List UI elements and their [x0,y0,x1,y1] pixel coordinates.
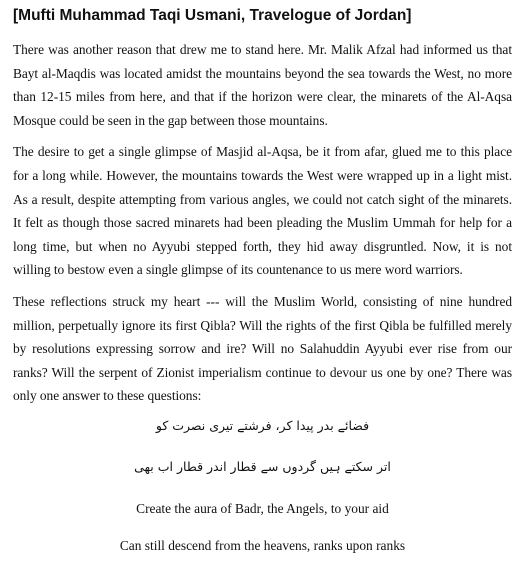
paragraph-3: These reflections struck my heart --- will the Muslim World, consisting of nine hundred million, perpetually ignore its first Qibla? Will the rights of the first Qibla be fulfilled merely by resolutions expressing sorrow and ire? Will no Salahuddin Ayyubi ever rise from our ranks? Will the serpent of Zionist imperialism continue to devour us one by one? There was only one answer to these questions: [13,293,512,404]
paragraph-1: There was another reason that drew me to stand here. Mr. Malik Afzal had informed us that Bayt al-Maqdis was located amidst the mountains beyond the sea towards the West, no more than 12-15 miles from here, and that if the horizon were clear, the minarets of the Al-Aqsa Mosque could be seen in the gap between those mountains. [13,42,512,128]
translated-verse-line-2: Can still descend from the heavens, ranks upon ranks [119,537,406,553]
document-heading: [Mufti Muhammad Taqi Usmani, Travelogue of Jordan] [13,7,412,24]
urdu-verse-line-2: اتر سکتے ہیں گردوں سے قطار اندر قطار اب بھی [134,458,391,474]
urdu-verse-line-1: فضائے بدر پیدا کر، فرشتے تیری نصرت کو [155,417,370,433]
translated-verse-line-1: Create the aura of Badr, the Angels, to your aid [136,500,389,516]
paragraph-2: The desire to get a single glimpse of Masjid al-Aqsa, be it from afar, glued me to this place for a long while. However, the mountains towards the West were wrapped up in a light mist. As a result, despite attempting from various angles, we could not catch sight of the minarets. It felt as though those sacred minarets had been pleading the Muslim Ummah for help for a long time, but when no Ayyubi stepped forth, they hid away disgruntled. Now, it is not willing to bestow even a single glimpse of its countenance to us mere word warriors. [13,144,512,278]
